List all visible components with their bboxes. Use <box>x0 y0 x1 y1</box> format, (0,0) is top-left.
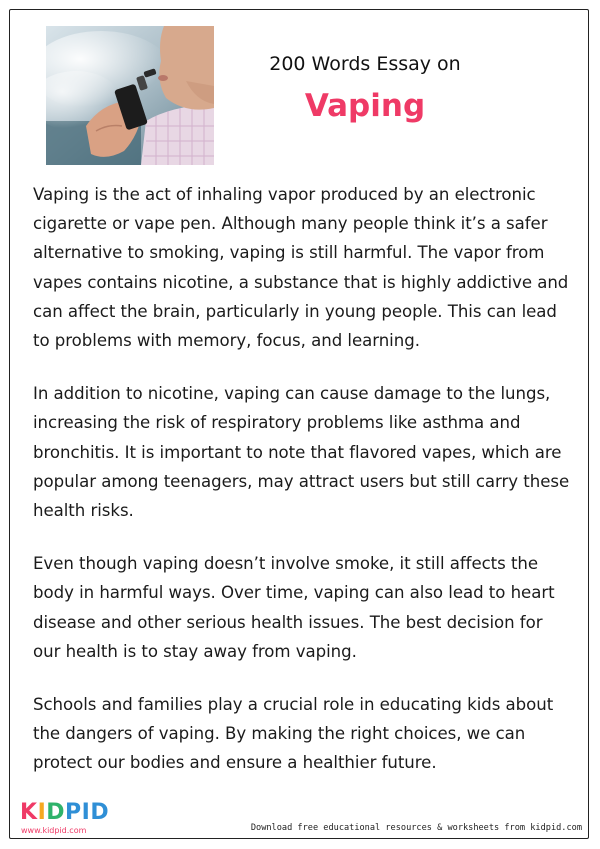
vaping-photo <box>46 26 214 165</box>
essay-subtitle: 200 Words Essay on <box>269 53 461 75</box>
logo-url[interactable]: www.kidpid.com <box>21 826 87 835</box>
paragraph-2: In addition to nicotine, vaping can cause damage to the lungs, increasing the risk of respiratory problems like asthma and bronchitis. It is important to note that flavored vapes, which are popular among teenagers, may attract users but still carry these health risks. <box>33 384 570 521</box>
essay-body <box>33 180 573 802</box>
paragraph-3: Even though vaping doesn’t involve smoke, it still affects the body in harmful ways. Over time, vaping can also lead to heart disease and other serious health issues. The best decision for our health is to stay away from vaping. <box>33 554 555 661</box>
footer-download-note: Download free educational resources & worksheets from kidpid.com <box>250 823 582 833</box>
paragraph-4: Schools and families play a crucial role in educating kids about the dangers of vaping. By making the right choices, we can protect our bodies and ensure a healthier future. <box>33 695 554 773</box>
paragraph-1: Vaping is the act of inhaling vapor produced by an electronic cigarette or vape pen. Although many people think it’s a safer alternative to smoking, vaping is still harmful. The vapor from vapes contains nicotine, a substance that is highly addictive and can affect the brain, particularly in young people. This can lead to problems with memory, focus, and learning. <box>33 185 569 351</box>
logo-wordmark: KIDPID <box>20 800 110 825</box>
essay-title: Vaping <box>304 88 426 124</box>
kidpid-logo[interactable] <box>20 802 130 838</box>
